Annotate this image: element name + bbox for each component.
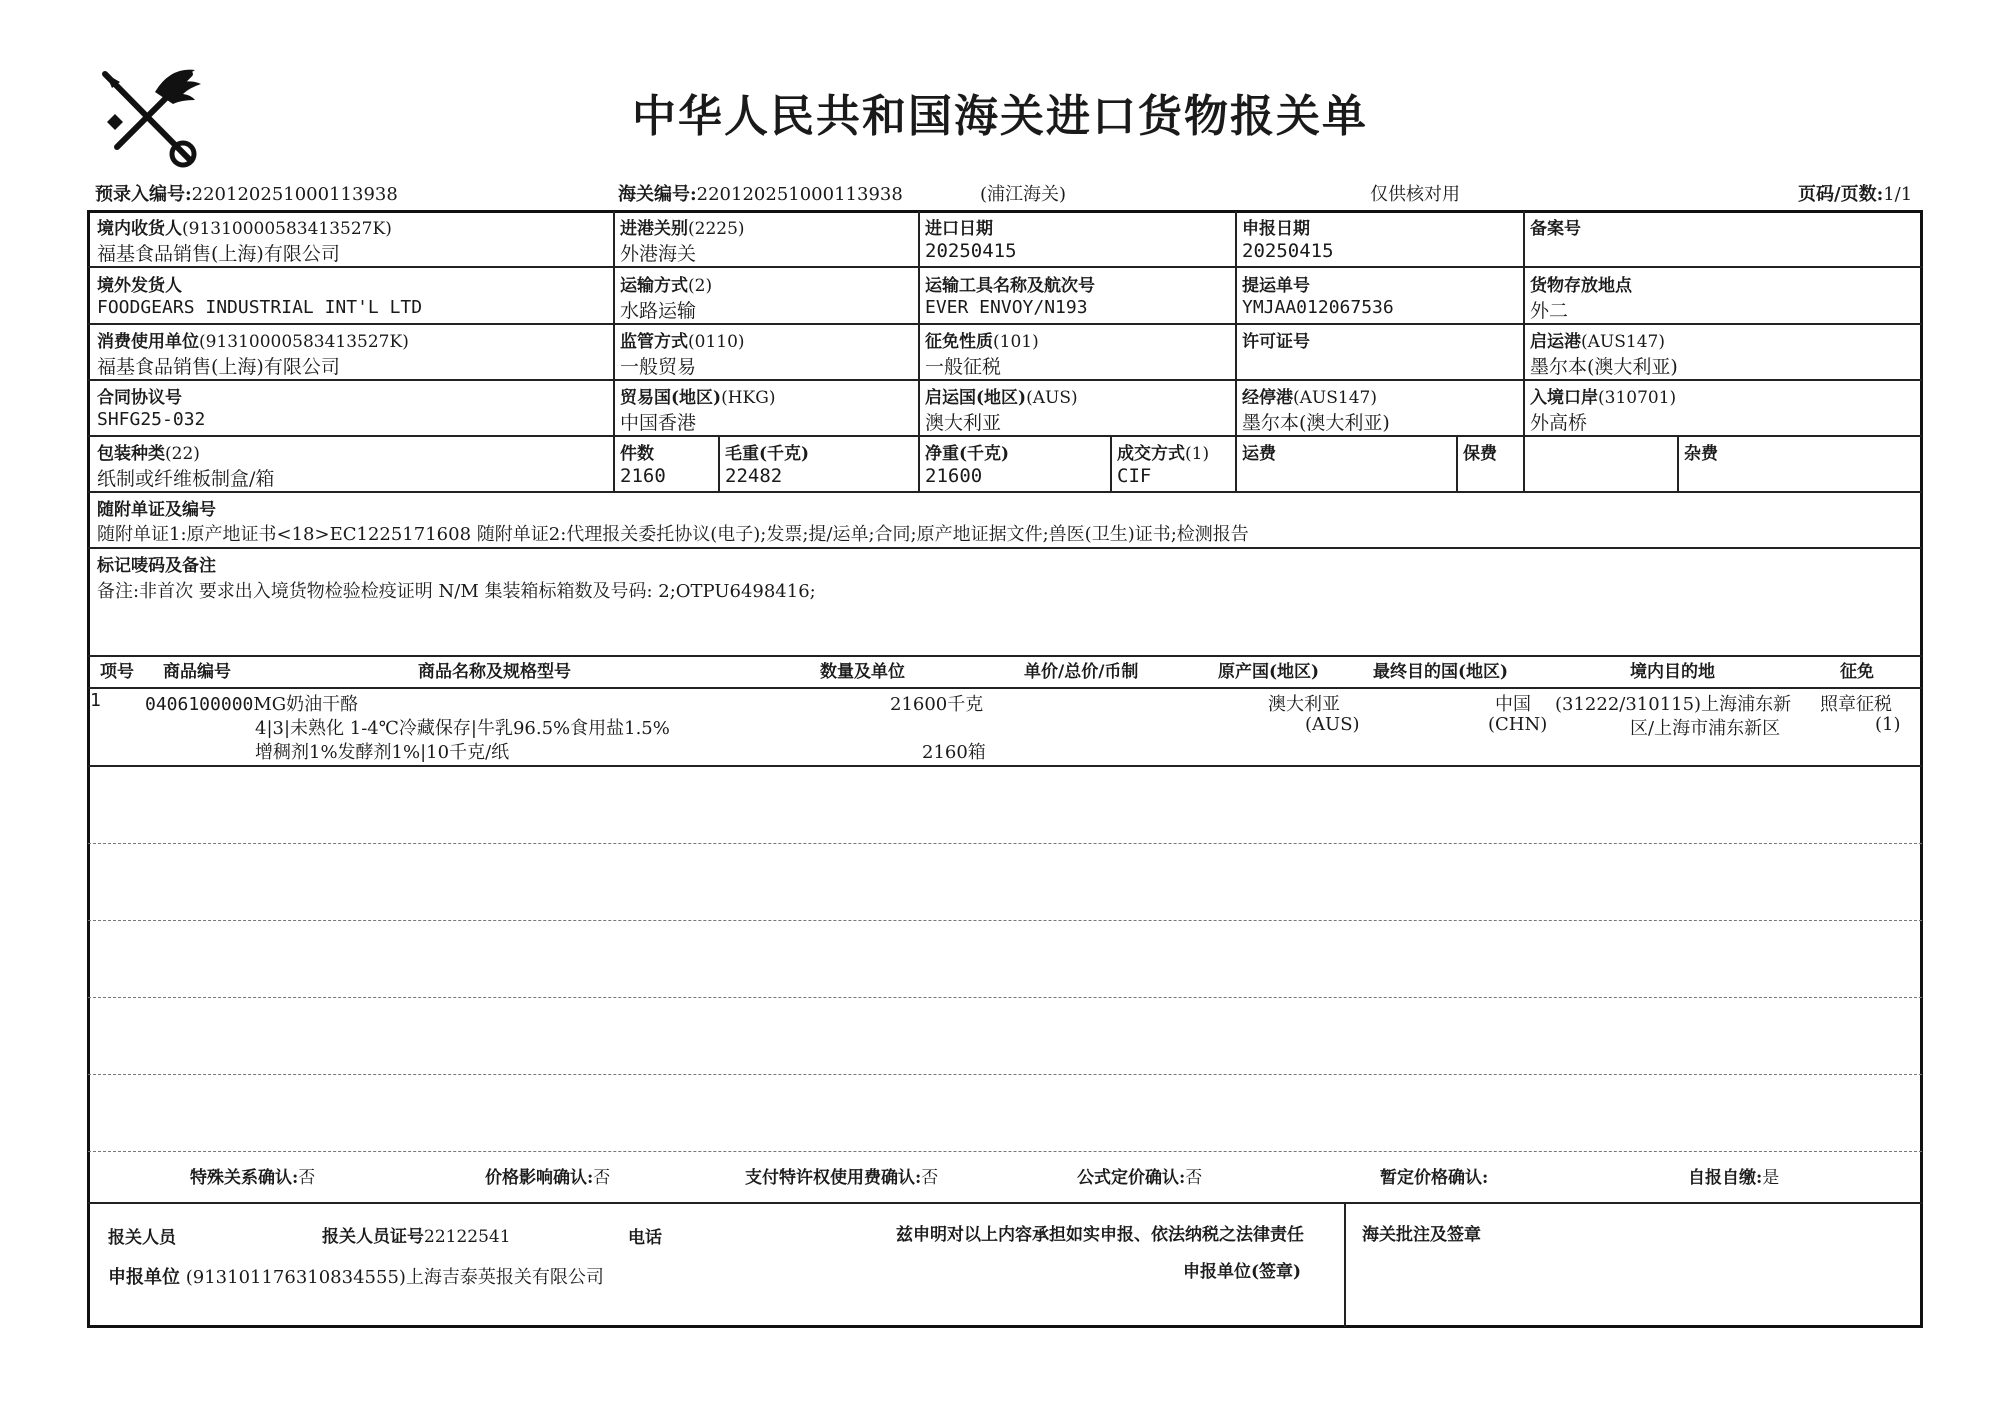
item-levy-mode: 照章征税 [1820,694,1892,715]
col-hs-code: 商品编号 [163,662,231,682]
check-only-note: 仅供核对用 [1370,184,1460,205]
license-label: 许可证号 [1242,332,1310,352]
transit-port-label: 经停港(AUS147) [1242,388,1377,408]
entry-port-value: 外高桥 [1530,412,1588,434]
col-domestic-dest: 境内目的地 [1630,662,1715,682]
user-unit-value: 福基食品销售(上海)有限公司 [97,356,340,378]
pre-entry-number: 预录入编号:220120251000113938 [95,184,398,205]
departure-port-value: 墨尔本(澳大利亚) [1530,356,1678,378]
self-declare-confirm: 自报自缴:是 [1688,1168,1780,1188]
vessel-label: 运输工具名称及航次号 [925,276,1095,296]
transport-label: 运输方式(2) [620,276,713,296]
item-origin-country: 澳大利亚 [1268,694,1340,715]
col-quantity: 数量及单位 [820,662,905,682]
entry-port-label: 入境口岸(310701) [1530,388,1677,408]
item-number: 1 [90,690,101,711]
freight-label: 运费 [1242,444,1276,464]
import-date-value: 20250415 [925,240,1017,262]
royalty-confirm: 支付特许权使用费确认:否 [745,1168,939,1188]
deal-mode-value: CIF [1117,465,1152,487]
page-title: 中华人民共和国海关进口货物报关单 [632,91,1368,142]
package-type-value: 纸制或纤维板制盒/箱 [97,468,275,490]
levy-nature-value: 一般征税 [925,356,1002,378]
insurance-label: 保费 [1463,444,1497,464]
shipper-value: FOODGEARS INDUSTRIAL INT'L LTD [97,297,423,318]
item-origin-code: (AUS) [1305,714,1360,735]
item-levy-code: (1) [1875,714,1901,735]
special-relation-confirm: 特殊关系确认:否 [190,1168,316,1188]
trade-country-value: 中国香港 [620,412,697,434]
supervision-label: 监管方式(0110) [620,332,745,352]
entry-customs-label: 进港关别(2225) [620,219,745,239]
col-price: 单价/总价/币制 [1024,662,1139,682]
phone-label: 电话 [628,1228,662,1248]
formula-price-confirm: 公式定价确认:否 [1077,1168,1203,1188]
consignee-value: 福基食品销售(上海)有限公司 [97,243,340,265]
levy-nature-label: 征免性质(101) [925,332,1039,352]
net-weight-value: 21600 [925,465,983,487]
col-levy: 征免 [1840,662,1874,682]
origin-country-value: 澳大利亚 [925,412,1002,434]
storage-value: 外二 [1530,300,1569,322]
customs-name: (浦江海关) [980,184,1067,205]
attached-docs-label: 随附单证及编号 [97,500,216,520]
item-domestic-dest-line2: 区/上海市浦东新区 [1630,718,1781,739]
liability-statement: 兹申明对以上内容承担如实申报、依法纳税之法律责任 [896,1225,1304,1245]
attached-docs-value: 随附单证1:原产地证书<18>EC1225171608 随附单证2:代理报关委托协议(电子);发票;提/运单;合同;原产地证据文件;兽医(卫生)证书;检测报告 [97,524,1249,545]
storage-label: 货物存放地点 [1530,276,1632,296]
trade-country-label: 贸易国(地区)(HKG) [620,388,776,408]
gross-weight-label: 毛重(千克) [725,444,810,464]
item-domestic-dest-line1: (31222/310115)上海浦东新 [1555,694,1792,715]
pieces-label: 件数 [620,444,654,464]
contract-label: 合同协议号 [97,388,182,408]
declaring-unit-seal-label: 申报单位(签章) [1183,1262,1302,1282]
item-spec-line2: 增稠剂1%发酵剂1%|10千克/纸 [255,742,510,763]
item-dest-country: 中国 [1495,694,1531,715]
package-type-label: 包装种类(22) [97,444,200,464]
bl-label: 提运单号 [1242,276,1310,296]
pieces-value: 2160 [620,465,666,487]
bl-value: YMJAA012067536 [1242,297,1394,318]
contract-value: SHFG25-032 [97,409,206,430]
item-qty-kg: 21600千克 [890,694,984,715]
declare-date-label: 申报日期 [1242,219,1310,239]
marks-remarks-value: 备注:非首次 要求出入境货物检验检疫证明 N/M 集装箱标箱数及号码: 2;OTPU6498416; [97,581,816,602]
declarant-id: 报关人员证号22122541 [322,1227,511,1247]
declarant-label: 报关人员 [108,1228,176,1248]
user-unit-label: 消费使用单位(91310000583413527K) [97,332,409,352]
item-spec-line1: 4|3|未熟化 1-4℃冷藏保存|牛乳96.5%食用盐1.5% [255,718,670,739]
price-impact-confirm: 价格影响确认:否 [485,1168,611,1188]
item-qty-boxes: 2160箱 [922,742,986,763]
col-origin-country: 原产国(地区) [1218,662,1320,682]
supervision-value: 一般贸易 [620,356,697,378]
page-count: 页码/页数:1/1 [1798,184,1913,205]
deal-mode-label: 成交方式(1) [1117,444,1210,464]
transport-value: 水路运输 [620,300,697,322]
transit-port-value: 墨尔本(澳大利亚) [1242,412,1390,434]
provisional-price-confirm: 暂定价格确认: [1380,1168,1489,1188]
import-date-label: 进口日期 [925,219,993,239]
vessel-value: EVER ENVOY/N193 [925,297,1088,318]
col-item-no: 项号 [100,662,134,682]
declaring-unit: 申报单位 (913101176310834555)上海吉泰英报关有限公司 [108,1267,604,1288]
declare-date-value: 20250415 [1242,240,1334,262]
shipper-label: 境外发货人 [97,276,182,296]
entry-customs-value: 外港海关 [620,243,697,265]
customs-approval-label: 海关批注及签章 [1362,1225,1481,1245]
consignee-label: 境内收货人(91310000583413527K) [97,219,392,239]
customs-number: 海关编号:220120251000113938 [618,184,903,205]
departure-port-label: 启运港(AUS147) [1530,332,1665,352]
record-no-label: 备案号 [1530,219,1581,239]
misc-fee-label: 杂费 [1684,444,1718,464]
origin-country-label: 启运国(地区)(AUS) [925,388,1078,408]
gross-weight-value: 22482 [725,465,783,487]
marks-remarks-label: 标记唛码及备注 [97,556,216,576]
net-weight-label: 净重(千克) [925,444,1010,464]
col-dest-country: 最终目的国(地区) [1373,662,1509,682]
item-hs-code-name: 0406100000MG奶油干酪 [145,694,359,715]
col-goods-name: 商品名称及规格型号 [418,662,571,682]
item-dest-code: (CHN) [1488,714,1548,735]
